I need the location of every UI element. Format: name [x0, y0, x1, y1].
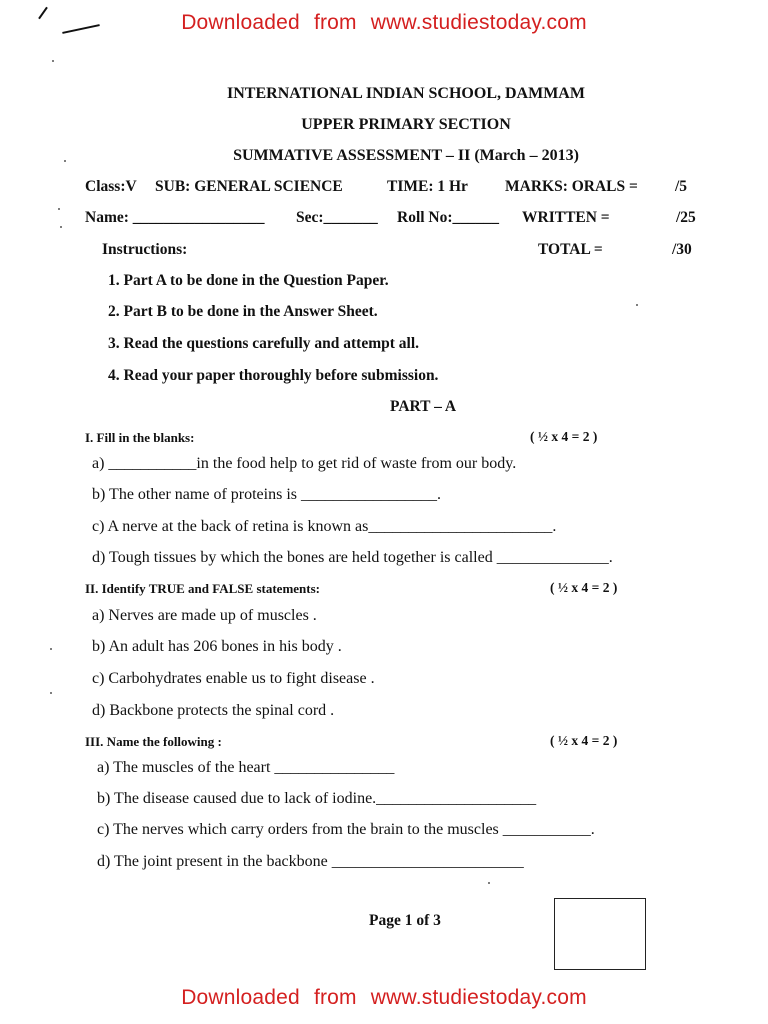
total-value: /30 — [672, 241, 692, 258]
question-item: c) Carbohydrates enable us to fight disease . — [92, 670, 375, 687]
question-item: d) Backbone protects the spinal cord . — [92, 702, 335, 719]
question-item: a) The muscles of the heart _______________ — [97, 759, 395, 776]
section-title: II. Identify TRUE and FALSE statements: — [85, 581, 320, 596]
question-item: a) ___________in the food help to get rid of waste from our body. — [92, 455, 517, 472]
banner-word: Downloaded — [181, 986, 300, 1009]
section-title: I. Fill in the blanks: — [85, 430, 195, 445]
total-label: TOTAL = — [538, 241, 603, 258]
banner-word: Downloaded — [181, 11, 300, 34]
instruction-item: 2. Part B to be done in the Answer Sheet. — [108, 303, 378, 320]
question-item: d) Tough tissues by which the bones are held together is called ______________. — [92, 549, 613, 566]
question-item: c) A nerve at the back of retina is known as_______________________. — [92, 518, 557, 535]
question-item: d) The joint present in the backbone ________________________ — [97, 853, 524, 870]
exam-title: SUMMATIVE ASSESSMENT – II (March – 2013) — [233, 147, 579, 164]
instruction-item: 1. Part A to be done in the Question Paper. — [108, 272, 389, 289]
section-title: III. Name the following : — [85, 734, 222, 749]
roll-field: Roll No:______ — [397, 209, 500, 226]
instructions-heading: Instructions: — [102, 241, 188, 258]
download-banner-bottom — [0, 986, 768, 1010]
question-item: c) The nerves which carry orders from the brain to the muscles ___________. — [97, 821, 595, 838]
written-label: WRITTEN = — [522, 209, 610, 226]
scan-speck — [50, 692, 52, 694]
school-name: INTERNATIONAL INDIAN SCHOOL, DAMMAM — [227, 85, 585, 102]
instruction-item: 4. Read your paper thoroughly before submission. — [108, 367, 439, 384]
class-label: Class:V — [85, 178, 137, 195]
sec-field: Sec:_______ — [296, 209, 378, 226]
scan-speck — [50, 648, 52, 650]
section-name: UPPER PRIMARY SECTION — [301, 116, 511, 133]
scan-speck — [488, 882, 490, 884]
written-value: /25 — [676, 209, 696, 226]
question-item: a) Nerves are made up of muscles . — [92, 607, 317, 624]
time-label: TIME: 1 Hr — [387, 178, 468, 195]
banner-word: from — [313, 986, 357, 1009]
marks-box — [554, 898, 646, 970]
instruction-item: 3. Read the questions carefully and attempt all. — [108, 335, 420, 352]
banner-url: www.studiestoday.com — [370, 11, 587, 34]
section-marks: ( ½ x 4 = 2 ) — [550, 580, 618, 595]
scan-speck — [60, 226, 62, 228]
download-banner-top — [0, 11, 768, 35]
part-title: PART – A — [390, 398, 457, 415]
subject-label: SUB: GENERAL SCIENCE — [155, 178, 343, 195]
scan-speck — [58, 208, 60, 210]
marks-orals-label: MARKS: ORALS = — [505, 178, 638, 195]
question-item: b) The other name of proteins is _________________. — [92, 486, 441, 503]
question-item: b) An adult has 206 bones in his body . — [92, 638, 342, 655]
question-item: b) The disease caused due to lack of iodine.____________________ — [97, 790, 537, 807]
section-marks: ( ½ x 4 = 2 ) — [530, 429, 598, 444]
orals-value: /5 — [675, 178, 688, 195]
banner-url: www.studiestoday.com — [370, 986, 587, 1009]
banner-word: from — [313, 11, 357, 34]
section-marks: ( ½ x 4 = 2 ) — [550, 733, 618, 748]
scan-speck — [52, 60, 54, 62]
page-number: Page 1 of 3 — [369, 912, 441, 929]
name-field: Name: _________________ — [85, 209, 265, 226]
scan-speck — [636, 304, 638, 306]
